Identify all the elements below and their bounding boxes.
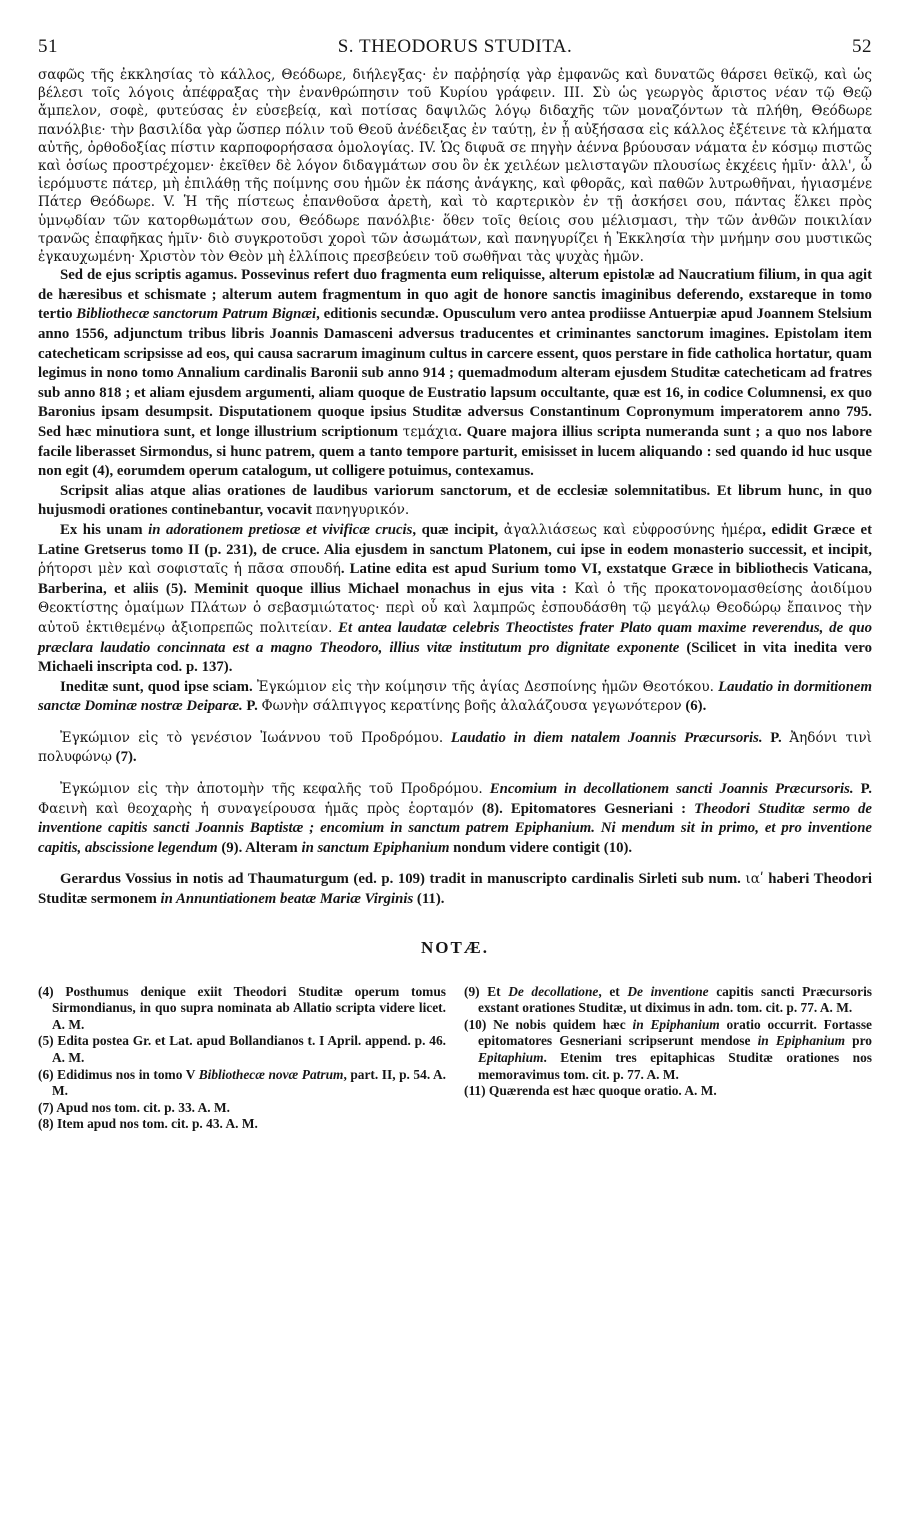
page-number-right: 52 bbox=[852, 36, 872, 57]
footnotes bbox=[38, 984, 872, 1133]
notes-heading: NOTÆ. bbox=[420, 937, 490, 957]
page-number-left: 51 bbox=[38, 36, 58, 57]
footnote-4: (4) Posthumus denique exiit Theodori Studitæ operum tomus Sirmondianus, in quo supra nominata ab Allatio scripta videre licet. A. M. bbox=[38, 983, 446, 1032]
footnote-9: (9) Et De decollatione, et De inventione capitis sancti Præcursoris exstant orationes Studitæ, ut diximus in adn. tom. cit. p. 77. A. M. bbox=[464, 983, 873, 1016]
paragraph-ineditae: Ineditæ sunt, quod ipse sciam. Ἐγκώμιον εἰς τὴν κοίμησιν τῆς ἁγίας Δεσποίνης ἡμῶν Θεοτόκου. Laudatio in dormitionem sanctæ Dominæ nostræ Deiparæ. P. Φωνὴν σάλπιγγος κερατίνης βοῆς ἀλαλάζουσα γεγωνότερον (6). bbox=[38, 678, 872, 715]
footnotes-right-column bbox=[464, 984, 872, 1133]
footnotes-left-column bbox=[38, 984, 446, 1133]
footnote-5: (5) Edita postea Gr. et Lat. apud Bollandianos t. I April. append. p. 46. A. M. bbox=[38, 1033, 446, 1066]
paragraph-panegyricon: Scripsit alias atque alias orationes de laudibus variorum sanctorum, et de ecclesiæ solemnitatibus. Et librum hunc, in quo hujusmodi orationes continebantur, vocavit πανηγυρικόν. bbox=[38, 482, 872, 519]
running-header bbox=[38, 36, 872, 58]
footnote-11: (11) Quærenda est hæc quoque oratio. A. M. bbox=[464, 1083, 717, 1099]
paragraph-vossius: Gerardus Vossius in notis ad Thaumaturgum (ed. p. 109) tradit in manuscripto cardinalis Sirleti sub num. ιαʹ haberi Theodori Studitæ sermonem in Annuntiationem beatæ Mariæ Virginis (11). bbox=[38, 871, 872, 908]
running-title: S. THEODORUS STUDITA. bbox=[337, 36, 573, 57]
paragraph-apotome: Ἐγκώμιον εἰς τὴν ἀποτομὴν τῆς κεφαλῆς τοῦ Προδρόμου. Encomium in decollationem sancti Joannis Præcursoris. P. Φαεινὴ καὶ θεοχαρὴς ἡ συναγείρουσα ἡμᾶς πρὸς ἑορταμόν (8). Epitomatores Gesneriani : Theodori Studitæ sermo de inventione capitis sancti Joannis Baptistæ ; encomium in sanctum patrem Epiphanium. Ni mendum sit in primo, et pro inventione capitis, abscissione legendum (9). Alteram in sanctum Epiphanium nondum videre contigit (10). bbox=[38, 781, 872, 856]
footnote-8: (8) Item apud nos tom. cit. p. 43. A. M. bbox=[38, 1116, 258, 1132]
paragraph-genesion: Ἐγκώμιον εἰς τὸ γενέσιον Ἰωάννου τοῦ Προδρόμου. Laudatio in diem natalem Joannis Præcursoris. P. Ἀηδόνι τινὶ πολυφώνῳ (7). bbox=[38, 729, 873, 766]
footnote-6: (6) Edidimus nos in tomo V Bibliothecæ novæ Patrum, part. II, p. 54. A. M. bbox=[38, 1066, 446, 1099]
greek-hymn-text: σαφῶς τῆς ἐκκλησίας τὸ κάλλος, Θεόδωρε, διήλεγξας· ἐν παῤῥησίᾳ γὰρ ἐμφανῶς καὶ δυνατῶς θάρσει θεϊκῷ, καὶ ὡς βέλεσι τοῖς λόγοις ἀπέφραξας τὴν ἐνανθρώπησιν τοῦ Κυρίου γράφειν. III. Σὺ ὡς γεωργὸς ἄριστος νέαν τῷ Θεῷ ἄμπελον, σοφὲ, φυτεύσας ἐν εὐσεβείᾳ, καὶ ποτίσας δαψιλῶς λόγῳ διδαχῆς τῶν μοναζόντων τὰ πλήθη, Θεόδωρε πανόλβιε· τὴν βασιλίδα γὰρ ὥσπερ πόλιν τοῦ Θεοῦ ἀνέδειξας ἐν ταύτῃ, ἐν ᾗ αὐξήσασα εἰς κάλλος ἐξέτεινε τὰ κλήματα αὐτῆς, ὀρθοδοξίας πίστιν καρποφορήσασα ὁμολογίας. IV. Ὡς διφυᾶ σε πηγὴν ἀέννα βρύουσαν νάματα ἐν κόσμῳ πιστῶς καὶ ὁσίως προστρέχομεν· ἐκεῖθεν δὲ λόγον διδαγμάτων σου ὃν ἐκ χειλέων μελισταγῶν πλουσίως ἐκχέεις ἡμῖν· ἀλλ', ὦ ἱερόμυστε πάτερ, μὴ ἐπιλάθῃ τῆς ποίμνης σου ἡμῶν ἐκ πάσης ἀνάγκης, καὶ φθορᾶς, καὶ παθῶν λυτρωθῆναι, ἡγιασμένε Πάτερ Θεόδωρε. V. Ἡ τῆς πίστεως ἐπανθοῦσα ἀρετὴ, καὶ τὸ καρτερικὸν ἐν τῇ ἀσκήσει σου, πάντας ἕλκει πρὸς ὑμνῳδίαν τῶν κατορθωμάτων σου, Θεόδωρε πανόλβιε· ὅθεν τοῖς θείοις σου μέλισμασι, τὴν τῶν ἀνθῶν ποικιλίαν τρανῶς ἐπαφῆκας ἡμῖν· διὸ συγκροτοῦσι χοροὶ τῶν ἀσωμάτων, καὶ πανηγυρίζει ἡ Ἐκκλησία τὴν μνήμην σου μυστικῶς ἐγκαυχωμένη· Χριστὸν τὸν Θεὸν μὴ ἐλλίποις πρεσβεύειν τοῦ σωθῆναι τὰς ψυχὰς ἡμῶν. bbox=[38, 67, 872, 266]
paragraph-orationes: Ex his unam in adorationem pretiosæ et vivificæ crucis, quæ incipit, ἀγαλλιάσεως καὶ εὐφροσύνης ἡμέρα, edidit Græce et Latine Gretserus tomo II (p. 231), de cruce. Alia ejusdem in sanctum Platonem, cui ipse in eodem monasterio successit, et incipit, ῥήτορσι μὲν καὶ σοφισταῖς ἡ πᾶσα σπουδή. Latine edita est apud Surium tomo VI, exstatque Græce in bibliothecis Vaticana, Barberina, et aliis (5). Meminit quoque illius Michael monachus in ejus vita : Καὶ ὁ τῆς προκατονομασθείσης ἀοιδίμου Θεοκτίστης ὁμαίμων Πλάτων ὁ σεβασμιώτατος· περὶ οὗ καὶ λαμπρῶς ἐσπουδάσθη τῷ μεγάλῳ Θεοδώρῳ ἔπαινος τὴν αὐτοῦ ἐκτιθεμένῳ ἀξιοπρεπῶς πολιτείαν. Et antea laudatæ celebris Theoctistes frater Plato quam maxime reverendus, de quo præclara laudatio concinnata est a magno Theodoro, illius vitæ institutum pro dignitate exponente (Scilicet in vita inedita vero Michaeli inscripta cod. p. 137). bbox=[38, 521, 872, 676]
footnote-10: (10) Ne nobis quidem hæc in Epiphanium oratio occurrit. Fortasse epitomatores Gesneriani scripserunt mendose in Epiphanium pro Epitaphium. Etenim tres epitaphicas Studitæ orationes nos memoravimus tom. cit. p. 77. A. M. bbox=[464, 1016, 872, 1082]
footnote-7: (7) Apud nos tom. cit. p. 33. A. M. bbox=[38, 1099, 230, 1115]
paragraph-scripta: Sed de ejus scriptis agamus. Possevinus refert duo fragmenta eum reliquisse, alterum epistolæ ad Naucratium filium, in qua agit de hæresibus et schismate ; alterum autem fragmentum in quo agit de honore sanctis imaginibus deferendo, exstareque in tomo tertio Bibliothecæ sanctorum Patrum Bignæi, editionis secundæ. Opusculum vero antea prodiisse Antuerpiæ apud Joannem Stelsium anno 1556, adjunctum tribus libris Joannis Damasceni adversus traducentes et criminantes sanctorum imagines. Epistolam item catecheticam scripsisse ad eos, qui causa sacrarum imaginum cultus in carcere essent, quos perstare in fide catholica hortatur, quam legimus in nono tomo Annalium cardinalis Baronii sub anno 914 ; quemadmodum alteram ejusdem Studitæ catecheticam ad fratres sub anno 818 ; et aliam ejusdem argumenti, aliam quoque de Eustratio lapsum occultante, quæ est 16, in codice Columnensi, ex quo Baronius ipsam desumpsit. Disputationem quoque ipsius Studitæ adversus Constantinum Copronymum imperatorem anno 795. Sed hæc minutiora sunt, et longe illustrium scriptionum τεμάχια. Quare majora illius scripta numeranda sunt ; a quo nos labore facile liberasset Sirmondus, si hunc patrem, quem a tanto tempore parturit, emisisset in lucem aliquando : sed quando id huc usque non egit (4), eorumdem operum catalogum, ut colligere potuimus, contexamus. bbox=[38, 267, 872, 480]
